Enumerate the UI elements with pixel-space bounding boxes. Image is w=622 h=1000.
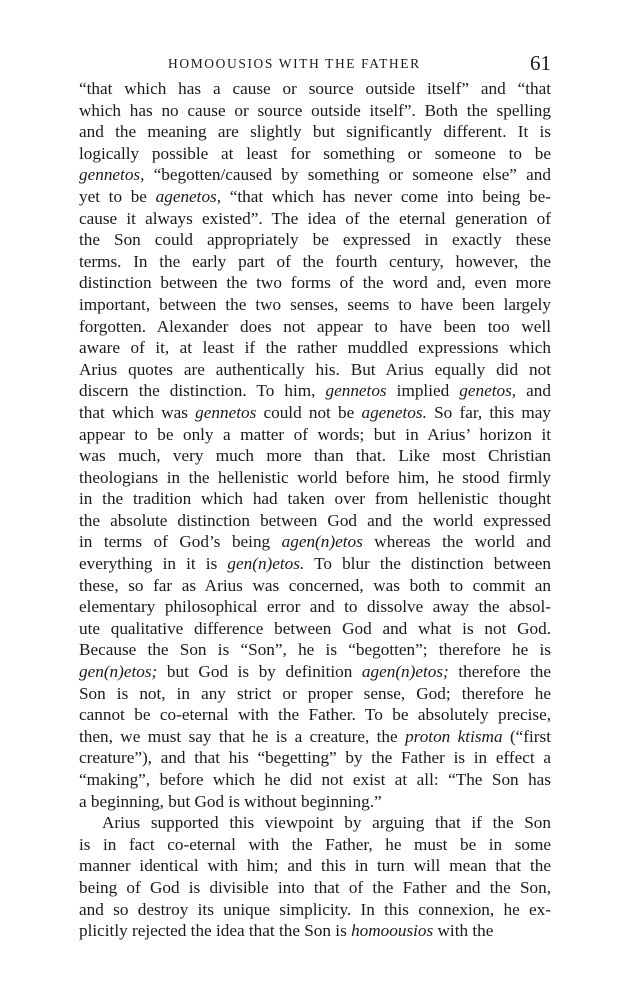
italic-term: agen(n)etos xyxy=(281,532,363,552)
text-segment: To blur the distinction between xyxy=(304,554,551,574)
text-line xyxy=(79,294,551,316)
text-segment: important, between the two senses, seems to have been largely xyxy=(79,294,551,314)
text-line xyxy=(79,553,551,575)
text-segment: ute qualitative difference between God and what is not God. xyxy=(79,618,551,638)
text-segment: and the meaning are slightly but significantly different. It is xyxy=(79,122,551,142)
text-line xyxy=(79,920,551,942)
text-segment: whereas the world and xyxy=(362,532,552,552)
text-line xyxy=(79,121,551,143)
text-segment: Son is not, in any strict or proper sense, God; therefore he xyxy=(79,683,551,703)
text-segment: a beginning, but God is without beginning.” xyxy=(79,791,382,811)
text-line xyxy=(79,575,551,597)
text-line xyxy=(79,812,551,834)
italic-term: gennetos xyxy=(325,381,387,401)
italic-term: gennetos, xyxy=(79,165,145,185)
page-number: 61 xyxy=(530,51,551,75)
text-line xyxy=(79,424,551,446)
italic-term: proton ktisma xyxy=(405,726,503,746)
text-segment: was much, very much more than that. Like most Christian xyxy=(79,446,551,466)
text-segment: is in fact co-eternal with the Father, he must be in some xyxy=(79,834,551,854)
text-segment: Arius quotes are authentically his. But Arius equally did not xyxy=(79,359,551,379)
text-line xyxy=(79,143,551,165)
text-segment: which has no cause or source outside itself”. Both the spelling xyxy=(79,100,551,120)
text-line xyxy=(79,272,551,294)
italic-term: agen(n)etos; xyxy=(361,662,449,682)
page-header xyxy=(79,51,551,78)
text-line xyxy=(79,877,551,899)
italic-term: gennetos xyxy=(195,402,257,422)
body-text xyxy=(79,78,551,942)
text-segment: “that which has never come into being be- xyxy=(221,186,552,206)
text-segment: “that which has a cause or source outside itself” and “that xyxy=(79,79,551,98)
text-line xyxy=(79,618,551,640)
text-segment: distinction between the two forms of the word and, even more xyxy=(79,273,551,293)
italic-term: genetos, xyxy=(459,381,517,401)
text-line xyxy=(79,531,551,553)
italic-term: gen(n)etos; xyxy=(79,662,158,682)
text-segment: terms. In the early part of the fourth century, however, the xyxy=(79,251,551,271)
text-line xyxy=(79,510,551,532)
text-line xyxy=(79,445,551,467)
text-segment: So far, this may xyxy=(426,402,551,422)
text-segment: but God is by definition xyxy=(157,662,362,682)
italic-term: gen(n)etos. xyxy=(227,554,305,574)
text-segment: everything in it is xyxy=(79,554,228,574)
text-line xyxy=(79,726,551,748)
text-line xyxy=(79,359,551,381)
text-segment: cause it always existed”. The idea of the eternal generation of xyxy=(79,208,551,228)
text-segment: the absolute distinction between God and the world expressed xyxy=(79,510,551,530)
running-head: HOMOOUSIOS WITH THE FATHER xyxy=(168,56,421,71)
text-segment: elementary philosophical error and to dissolve away the absol- xyxy=(79,597,551,617)
text-segment: discern the distinction. To him, xyxy=(79,381,326,401)
text-line xyxy=(79,704,551,726)
text-segment: manner identical with him; and this in turn will mean that the xyxy=(79,856,551,876)
text-segment: plicitly rejected the idea that the Son is xyxy=(79,921,352,941)
text-segment: logically possible at least for something or someone to be xyxy=(79,143,551,163)
text-line xyxy=(79,769,551,791)
text-segment: cannot be co-eternal with the Father. To be absolutely precise, xyxy=(79,705,551,725)
text-segment: and so destroy its unique simplicity. In this connexion, he ex- xyxy=(79,899,551,919)
text-segment: that which was xyxy=(79,402,196,422)
text-line xyxy=(79,747,551,769)
italic-term: homoousios xyxy=(351,921,434,941)
text-line xyxy=(79,855,551,877)
text-line xyxy=(79,488,551,510)
text-segment: Arius supported this viewpoint by arguing that if the Son xyxy=(102,813,551,833)
text-segment: “making”, before which he did not exist at all: “The Son has xyxy=(79,770,551,789)
text-line xyxy=(79,899,551,921)
text-segment: could not be xyxy=(256,402,362,422)
text-segment: yet to be xyxy=(79,186,156,206)
text-line xyxy=(79,683,551,705)
text-line xyxy=(79,251,551,273)
text-line xyxy=(79,316,551,338)
text-segment: appear to be only a matter of words; but in Arius’ horizon it xyxy=(79,424,551,444)
text-line xyxy=(79,186,551,208)
text-line xyxy=(79,834,551,856)
text-line xyxy=(79,164,551,186)
text-segment: creature”), and that his “begetting” by the Father is in effect a xyxy=(79,748,551,768)
text-segment: the Son could appropriately be expressed in exactly these xyxy=(79,230,551,250)
text-segment: implied xyxy=(386,381,460,401)
text-segment: “begotten/caused by something or someone else” and xyxy=(144,165,551,185)
text-segment: in the tradition which had taken over from hellenistic thought xyxy=(79,489,551,509)
text-segment: with the xyxy=(433,921,494,941)
text-segment: and xyxy=(516,381,551,401)
text-line xyxy=(79,380,551,402)
text-segment: being of God is divisible into that of the Father and the Son, xyxy=(79,877,551,897)
italic-term: agenetos. xyxy=(361,402,427,422)
text-line xyxy=(79,402,551,424)
text-line xyxy=(79,100,551,122)
italic-term: agenetos, xyxy=(155,186,222,206)
text-segment: theologians in the hellenistic world before him, he stood firmly xyxy=(79,467,551,487)
text-line xyxy=(79,337,551,359)
text-segment: then, we must say that he is a creature, the xyxy=(79,726,406,746)
text-segment: forgotten. Alexander does not appear to have been too well xyxy=(79,316,551,336)
text-segment: in terms of God’s being xyxy=(79,532,282,552)
text-segment: therefore the xyxy=(448,662,551,682)
text-line xyxy=(79,467,551,489)
text-line xyxy=(79,661,551,683)
text-segment: these, so far as Arius was concerned, was both to commit an xyxy=(79,575,551,595)
text-segment: (“first xyxy=(502,726,551,746)
text-line xyxy=(79,791,551,813)
text-line xyxy=(79,596,551,618)
text-line xyxy=(79,208,551,230)
text-line xyxy=(79,78,551,100)
text-segment: aware of it, at least if the rather muddled expressions which xyxy=(79,338,551,358)
text-segment: Because the Son is “Son”, he is “begotten”; therefore he is xyxy=(79,640,551,660)
text-line xyxy=(79,639,551,661)
text-line xyxy=(79,229,551,251)
